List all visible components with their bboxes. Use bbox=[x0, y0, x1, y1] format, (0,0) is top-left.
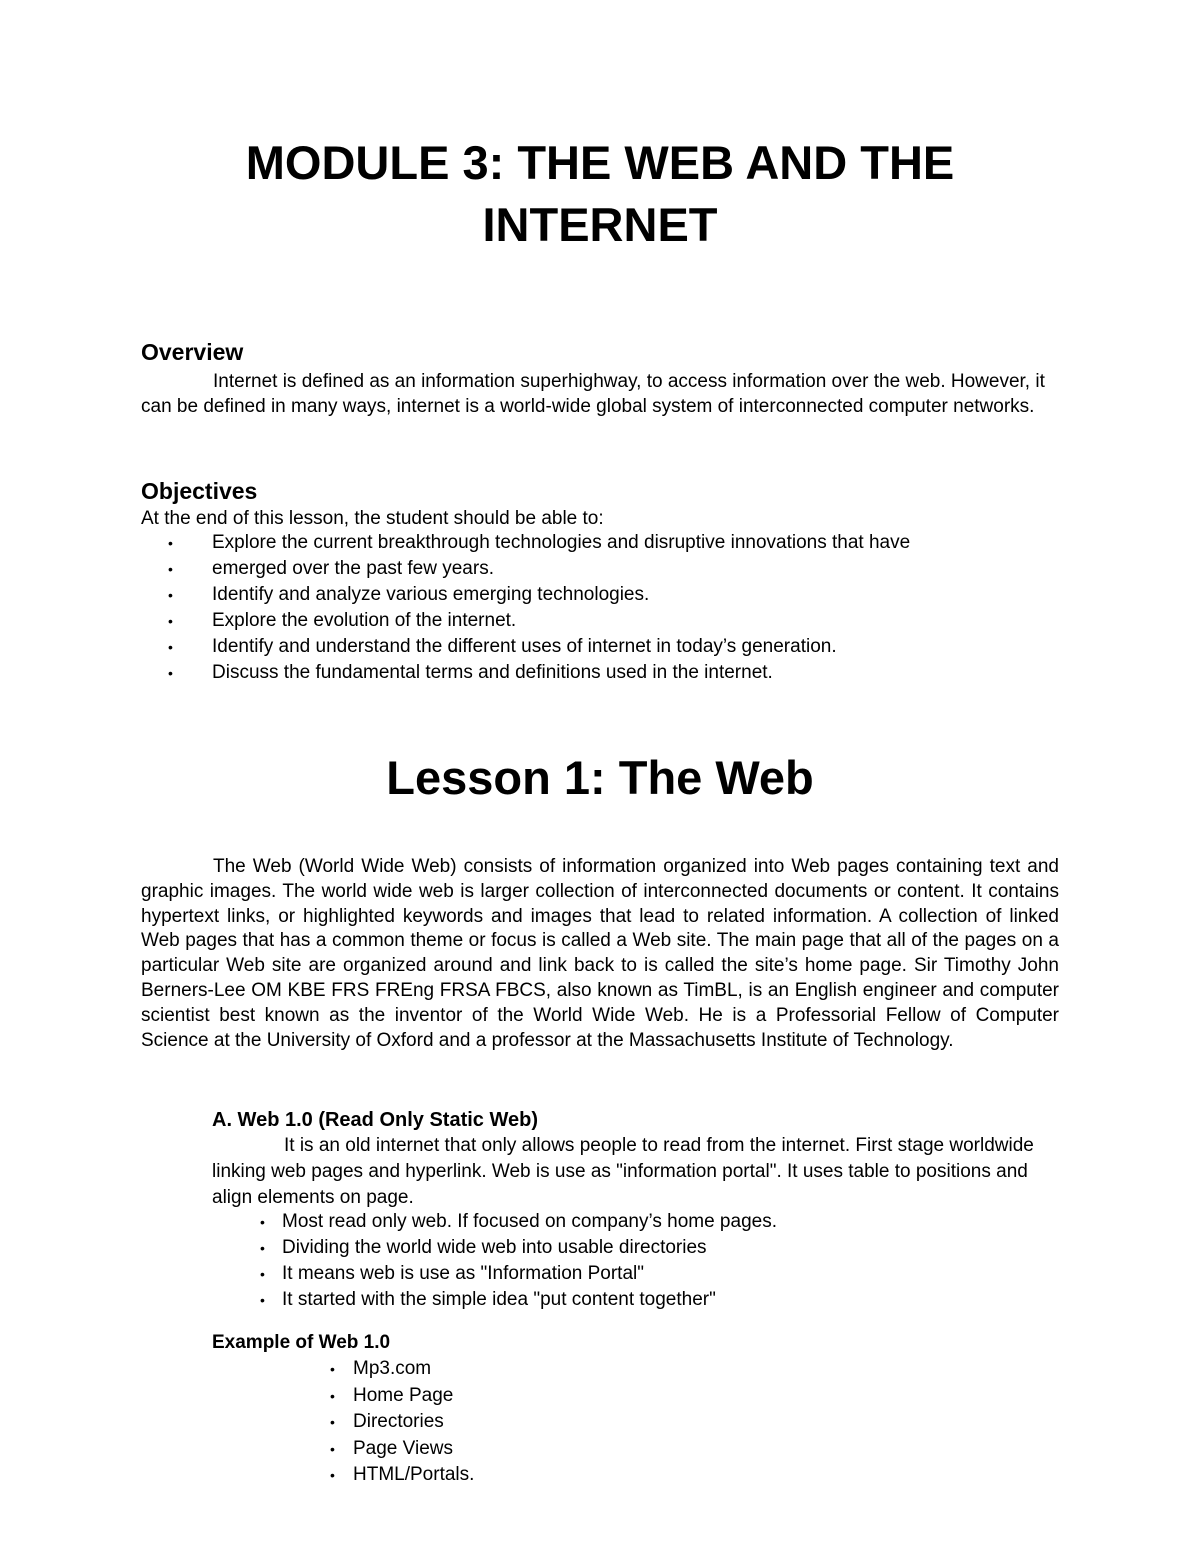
objectives-list bbox=[141, 530, 1059, 686]
web1-text: It is an old internet that only allows people to read from the internet. First stage worldwide linking web pages and hyperlink. Web is use as "information portal". It uses table to positions and align elements on page. bbox=[212, 1135, 1034, 1208]
list-item: • emerged over the past few years. bbox=[141, 556, 1059, 582]
bullet-icon: • bbox=[168, 587, 173, 603]
bullet-icon: • bbox=[330, 1387, 335, 1404]
objectives-intro: At the end of this lesson, the student should be able to: bbox=[141, 508, 604, 529]
list-item: • It started with the simple idea "put content together" bbox=[212, 1287, 1062, 1313]
list-item: • Explore the current breakthrough technologies and disruptive innovations that have bbox=[141, 530, 1059, 556]
list-item: • Discuss the fundamental terms and definitions used in the internet. bbox=[141, 660, 1059, 686]
bullet-icon: • bbox=[260, 1266, 265, 1282]
list-item: • It means web is use as "Information Portal" bbox=[212, 1261, 1062, 1287]
list-item: • Identify and understand the different uses of internet in today’s generation. bbox=[141, 634, 1059, 660]
list-item: • Directories bbox=[212, 1409, 1012, 1436]
bullet-icon: • bbox=[260, 1240, 265, 1256]
list-item: • Home Page bbox=[212, 1383, 1012, 1410]
list-item: • Most read only web. If focused on company’s home pages. bbox=[212, 1209, 1062, 1235]
bullet-icon: • bbox=[330, 1440, 335, 1457]
module-title bbox=[140, 132, 1060, 256]
overview-heading: Overview bbox=[141, 339, 244, 365]
list-item: • HTML/Portals. bbox=[212, 1462, 1012, 1489]
bullet-icon: • bbox=[330, 1414, 335, 1430]
module-title-line2: INTERNET bbox=[482, 198, 718, 251]
list-item: • Dividing the world wide web into usable directories bbox=[212, 1235, 1062, 1261]
overview-text: Internet is defined as an information superhighway, to access information over the web. However, it can be defined in many ways, internet is a world-wide global system of interconnected computer networks. bbox=[141, 371, 1045, 417]
example-heading: Example of Web 1.0 bbox=[212, 1332, 391, 1353]
bullet-icon: • bbox=[168, 561, 173, 577]
lesson-title: Lesson 1: The Web bbox=[386, 751, 814, 804]
list-item: • Explore the evolution of the internet. bbox=[141, 608, 1059, 634]
bullet-icon: • bbox=[168, 613, 173, 629]
bullet-icon: • bbox=[168, 639, 173, 655]
bullet-icon: • bbox=[168, 535, 173, 551]
bullet-icon: • bbox=[330, 1467, 335, 1483]
list-item: • Page Views bbox=[212, 1436, 1012, 1463]
objectives-heading: Objectives bbox=[141, 478, 258, 504]
web1-bullets bbox=[212, 1209, 1062, 1313]
module-title-line1: MODULE 3: THE WEB AND THE bbox=[245, 136, 955, 189]
bullet-icon: • bbox=[260, 1292, 265, 1308]
web1-heading: A. Web 1.0 (Read Only Static Web) bbox=[212, 1109, 538, 1131]
bullet-icon: • bbox=[260, 1214, 265, 1230]
bullet-icon: • bbox=[168, 665, 173, 681]
list-item: • Identify and analyze various emerging technologies. bbox=[141, 582, 1059, 608]
bullet-icon: • bbox=[330, 1361, 335, 1377]
list-item: • Mp3.com bbox=[212, 1356, 1012, 1383]
example-list bbox=[212, 1356, 1012, 1489]
lesson-paragraph: The Web (World Wide Web) consists of information organized into Web pages containing text and graphic images. The world wide web is larger collection of interconnected documents or content. It contains hypertext links, or highlighted keywords and images that lead to related information. A collection of linked Web pages that has a common theme or focus is called a Web site. The main page that all of the pages on a particular Web site are organized around and link back to is called the site’s home page. Sir Timothy John Berners-Lee OM KBE FRS FREng FRSA FBCS, also known as TimBL, is an English engineer and computer scientist best known as the inventor of the World Wide Web. He is a Professorial Fellow of Computer Science at the University of Oxford and a professor at the Massachusetts Institute of Technology. bbox=[141, 856, 1059, 1051]
